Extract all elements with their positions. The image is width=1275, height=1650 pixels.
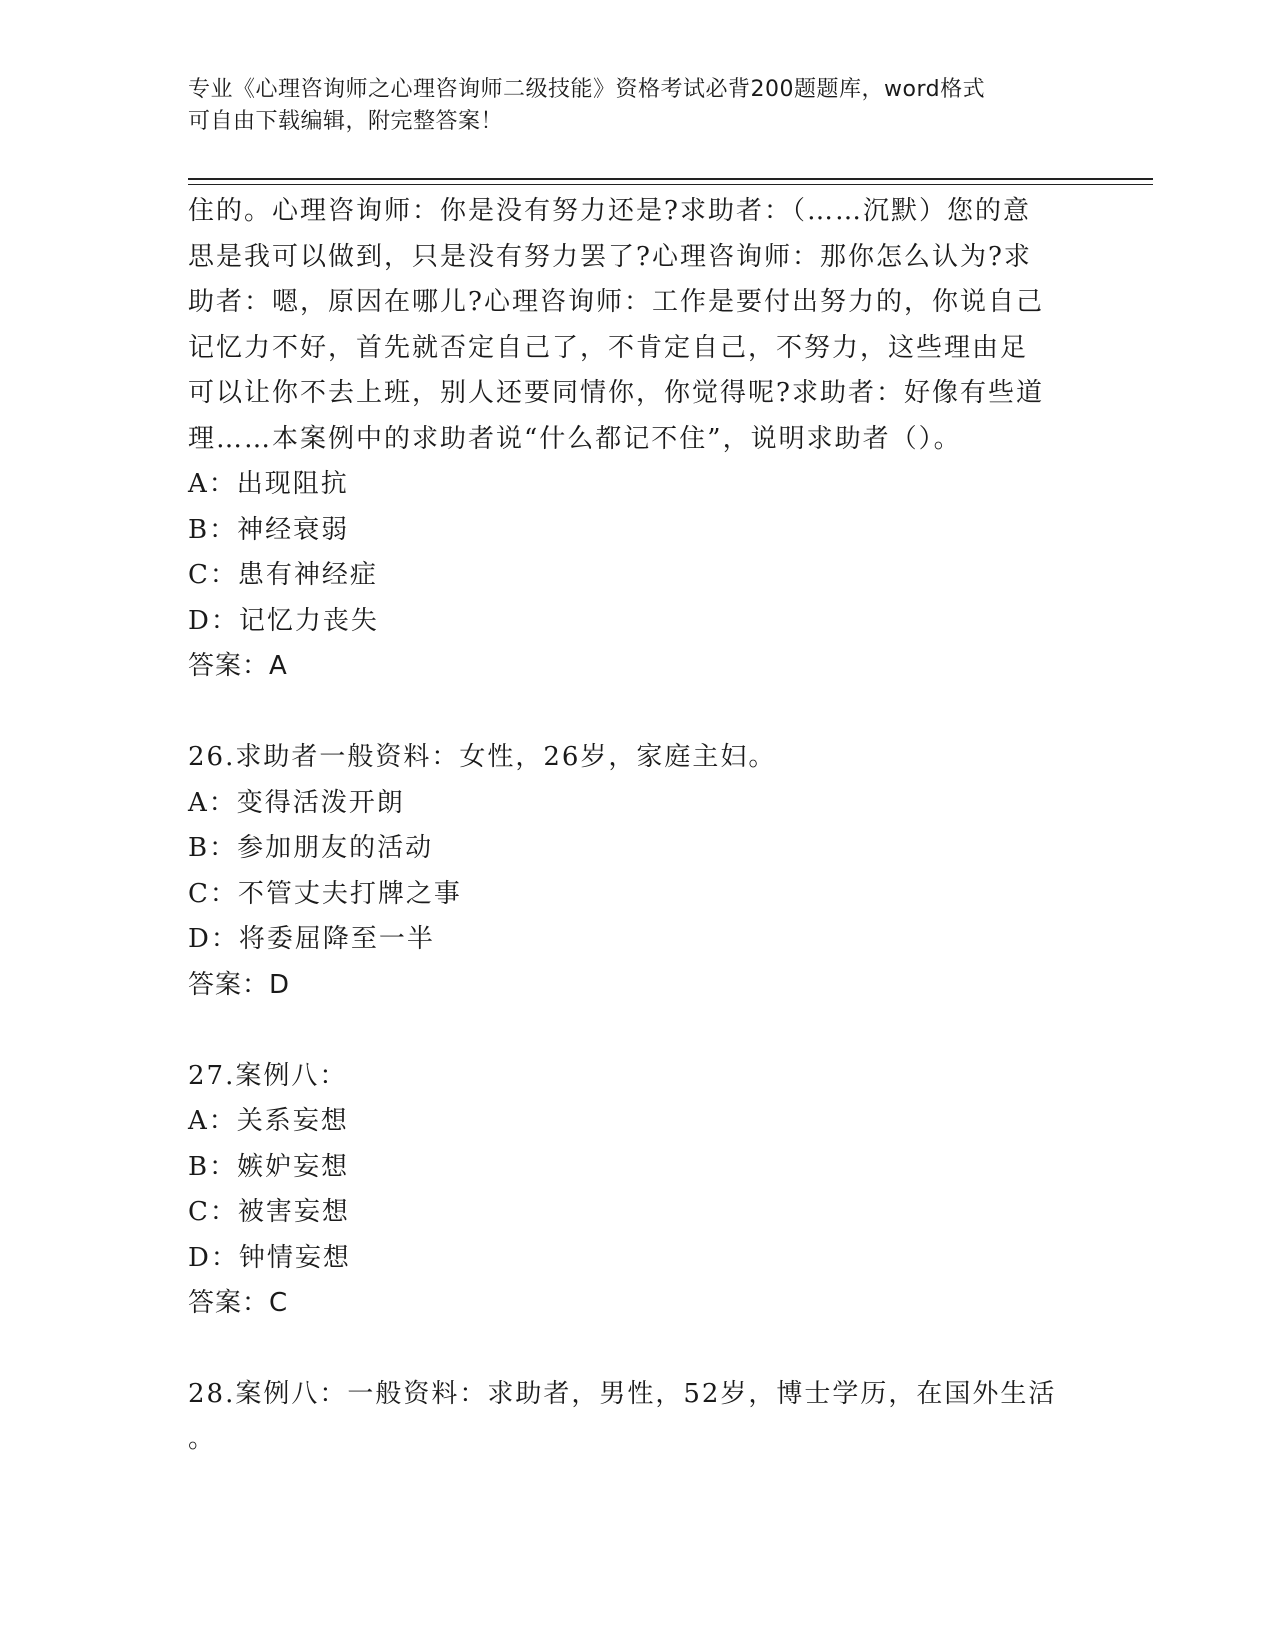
- document-body: [188, 189, 1088, 1418]
- question-stem: 28.案例八：一般资料：求助者，男性，52岁，博士学历，在国外生活: [188, 1379, 1057, 1409]
- question-text-line: 理……本案例中的求助者说“什么都记不住”，说明求助者（）。: [188, 423, 962, 454]
- option-a: A：关系妄想: [188, 1106, 349, 1136]
- answer: 答案：C: [188, 1288, 289, 1318]
- question-27: [188, 1054, 1088, 1327]
- option-b: B：参加朋友的活动: [188, 833, 434, 863]
- header-rule-thick: [188, 178, 1153, 180]
- option-d: D：将委屈降至一半: [188, 924, 435, 954]
- header-line-1: 专业《心理咨询师之心理咨询师二级技能》资格考试必背200题题库，word格式: [188, 77, 986, 102]
- question-25: [188, 189, 1088, 690]
- option-c: C：被害妄想: [188, 1197, 350, 1227]
- question-26: [188, 735, 1088, 1008]
- question-text-line: 记忆力不好，首先就否定自己了，不肯定自己，不努力，这些理由足: [188, 332, 1029, 363]
- answer: 答案：A: [188, 651, 288, 681]
- trailing-punctuation: 。: [188, 1424, 215, 1454]
- option-b: B：嫉妒妄想: [188, 1151, 350, 1182]
- option-b: B：神经衰弱: [188, 514, 350, 545]
- question-text-line: 助者：嗯，原因在哪儿?心理咨询师：工作是要付出努力的，你说自己: [188, 287, 1044, 317]
- header-line-2: 可自由下载编辑，附完整答案！: [188, 109, 504, 134]
- question-28: [188, 1372, 1088, 1418]
- option-c: C：患有神经症: [188, 560, 378, 590]
- option-a: A：出现阻抗: [188, 469, 349, 499]
- option-a: A：变得活泼开朗: [188, 787, 405, 818]
- header-rule-thin: [188, 184, 1153, 185]
- question-stem: 26.求助者一般资料：女性，26岁，家庭主妇。: [188, 742, 777, 772]
- question-stem: 27.案例八：: [188, 1060, 348, 1091]
- option-d: D：钟情妄想: [188, 1242, 351, 1273]
- option-d: D：记忆力丧失: [188, 605, 379, 636]
- document-header: [188, 74, 1088, 138]
- question-text-line: 思是我可以做到，只是没有努力罢了?心理咨询师：那你怎么认为?求: [188, 241, 1032, 272]
- option-c: C：不管丈夫打牌之事: [188, 878, 462, 909]
- question-text-line: 可以让你不去上班，别人还要同情你，你觉得呢?求助者：好像有些道: [188, 378, 1044, 408]
- answer: 答案：D: [188, 969, 291, 1000]
- question-text-line: 住的。心理咨询师：你是没有努力还是?求助者：（……沉默）您的意: [188, 196, 1031, 226]
